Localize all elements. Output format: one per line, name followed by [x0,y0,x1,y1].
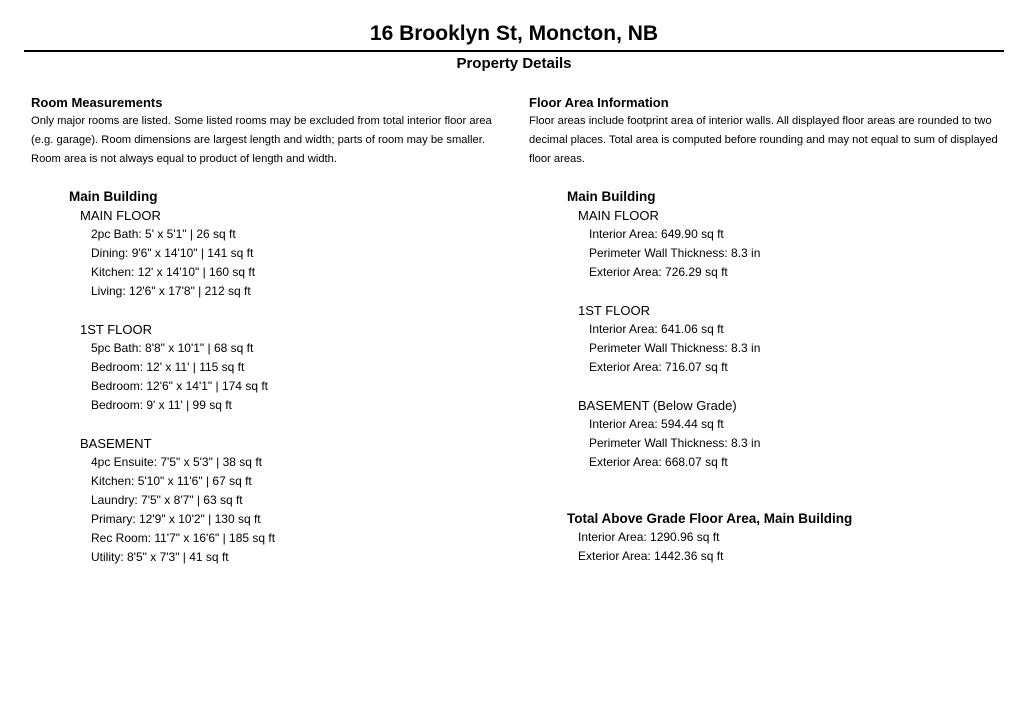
room-line: Primary: 12'9" x 10'2" | 130 sq ft [91,512,261,526]
total-area-line: Exterior Area: 1442.36 sq ft [578,549,724,563]
note-line: Floor areas include footprint area of interior walls. All displayed floor areas are rounded to two [529,115,992,127]
room-measurements-note [31,112,501,169]
floor-group-main [80,206,489,567]
room-line: Kitchen: 12' x 14'10" | 160 sq ft [91,265,256,279]
floor-area-section [529,94,1007,169]
floor-title: 1ST FLOOR [80,322,153,337]
floor-title: MAIN FLOOR [80,208,161,223]
room-line: Bedroom: 9' x 11' | 99 sq ft [91,398,232,412]
area-line: Perimeter Wall Thickness: 8.3 in [589,436,761,450]
room-line: Bedroom: 12'6" x 14'1" | 174 sq ft [91,379,268,393]
floor-title: MAIN FLOOR [578,208,659,223]
room-line: Living: 12'6" x 17'8" | 212 sq ft [91,284,251,298]
area-line: Exterior Area: 726.29 sq ft [589,265,728,279]
page-title: 16 Brooklyn St, Moncton, NB [369,22,659,45]
area-line: Exterior Area: 716.07 sq ft [589,360,728,374]
building-title: Main Building [69,189,158,204]
note-line: floor areas. [529,153,585,165]
floor-area-note [529,112,1007,169]
total-area-title: Total Above Grade Floor Area, Main Building [567,511,853,526]
note-line: Room area is not always equal to product of length and width. [31,153,337,165]
room-line: Bedroom: 12' x 11' | 115 sq ft [91,360,245,374]
room-line: Rec Room: 11'7" x 16'6" | 185 sq ft [91,531,276,545]
building-title: Main Building [567,189,656,204]
total-area-block [567,509,1007,566]
room-measurements-section [31,94,501,169]
area-line: Interior Area: 641.06 sq ft [589,322,724,336]
area-line: Perimeter Wall Thickness: 8.3 in [589,341,761,355]
floor-title: BASEMENT [80,436,152,451]
floor-title: BASEMENT (Below Grade) [578,398,737,413]
area-line: Exterior Area: 668.07 sq ft [589,455,728,469]
title-divider [24,50,1004,52]
room-measurements-heading: Room Measurements [31,95,163,110]
floor-title: 1ST FLOOR [578,303,651,318]
area-line: Interior Area: 649.90 sq ft [589,227,724,241]
section-title: Property Details [456,55,572,72]
note-line: (e.g. garage). Room dimensions are largest length and width; parts of room may be smaller. [31,134,485,146]
room-line: 5pc Bath: 8'8" x 10'1" | 68 sq ft [91,341,254,355]
room-line: 2pc Bath: 5' x 5'1" | 26 sq ft [91,227,236,241]
room-line: Laundry: 7'5" x 8'7" | 63 sq ft [91,493,243,507]
room-line: Dining: 9'6" x 14'10" | 141 sq ft [91,246,254,260]
note-line: decimal places. Total area is computed before rounding and may not equal to sum of displayed [529,134,998,146]
room-line: Utility: 8'5" x 7'3" | 41 sq ft [91,550,229,564]
area-line: Interior Area: 594.44 sq ft [589,417,724,431]
floor-area-building [567,187,987,472]
room-line: Kitchen: 5'10" x 11'6" | 67 sq ft [91,474,252,488]
room-line: 4pc Ensuite: 7'5" x 5'3" | 38 sq ft [91,455,262,469]
area-line: Perimeter Wall Thickness: 8.3 in [589,246,761,260]
room-measurements-building [69,187,489,567]
total-area-line: Interior Area: 1290.96 sq ft [578,530,720,544]
floor-area-heading: Floor Area Information [529,95,669,110]
floor-group-main [578,206,987,472]
note-line: Only major rooms are listed. Some listed rooms may be excluded from total interior floor area [31,115,492,127]
